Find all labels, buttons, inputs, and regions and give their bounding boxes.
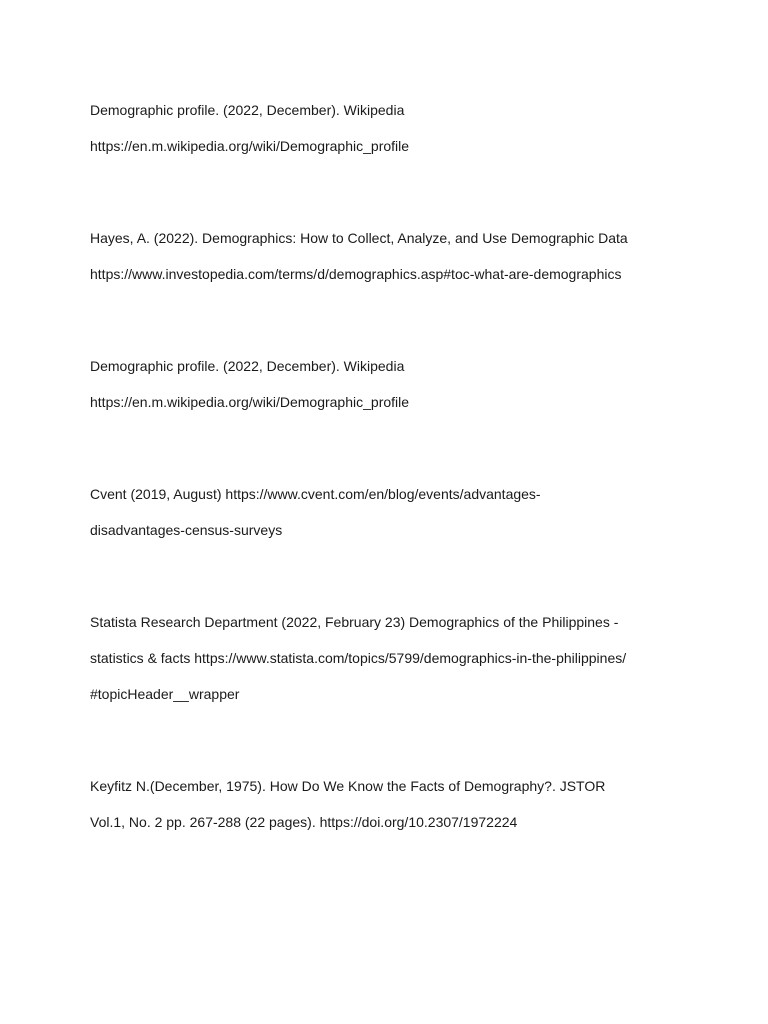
reference-line: Statista Research Department (2022, February 23) Demographics of the Philippines - [90,614,619,630]
reference-list [90,92,690,896]
reference-line: statistics & facts https://www.statista.com/topics/5799/demographics-in-the-philippines/ [90,650,627,666]
reference-line: https://en.m.wikipedia.org/wiki/Demographic_profile [90,138,410,154]
reference-entry [90,220,690,292]
reference-line: Demographic profile. (2022, December). Wikipedia [90,358,405,374]
reference-line: Keyfitz N.(December, 1975). How Do We Know the Facts of Demography?. JSTOR [90,778,606,794]
reference-line: Demographic profile. (2022, December). Wikipedia [90,102,405,118]
reference-entry [90,92,690,164]
reference-line: Cvent (2019, August) https://www.cvent.com/en/blog/events/advantages- [90,486,541,502]
reference-line: disadvantages-census-surveys [90,522,283,538]
reference-entry [90,348,690,420]
reference-line: Hayes, A. (2022). Demographics: How to Collect, Analyze, and Use Demographic Data [90,230,628,246]
reference-line: https://en.m.wikipedia.org/wiki/Demographic_profile [90,394,410,410]
reference-line: Vol.1, No. 2 pp. 267-288 (22 pages). https://doi.org/10.2307/1972224 [90,814,518,830]
reference-entry [90,604,690,712]
reference-entry [90,768,690,840]
reference-line: https://www.investopedia.com/terms/d/demographics.asp#toc-what-are-demographics [90,266,622,282]
reference-entry [90,476,690,548]
reference-line: #topicHeader__wrapper [90,686,240,702]
